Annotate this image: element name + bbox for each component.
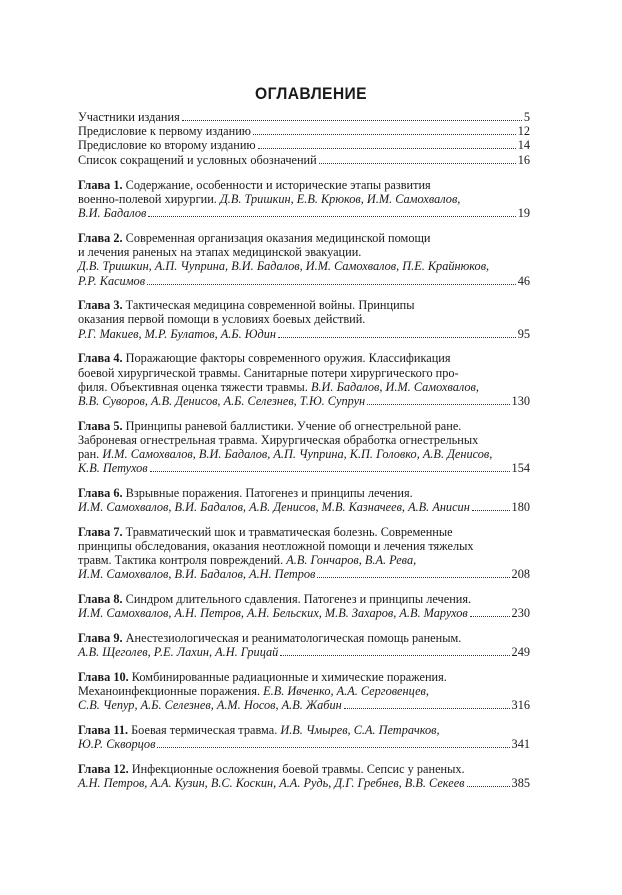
chapter-authors: К.В. Петухов — [78, 461, 148, 476]
chapter-authors: Р.Р. Касимов — [78, 273, 146, 288]
chapter-line — [78, 567, 530, 581]
chapter-label: Глава 12. — [78, 762, 129, 777]
chapter-title: Взрывные поражения. Патогенез и принципы лечения. — [122, 485, 413, 500]
chapter-title: принципы обследования, оказания неотложной помощи и лечения тяжелых — [78, 539, 474, 554]
dot-leader — [344, 708, 510, 709]
dot-leader — [280, 655, 509, 656]
dot-leader — [182, 120, 522, 121]
chapter-line — [78, 776, 530, 790]
chapter-label: Глава 11. — [78, 723, 129, 738]
chapter-line — [78, 206, 530, 220]
toc-entry-label: Участники издания — [78, 110, 180, 124]
chapter-title: Содержание, особенности и исторические этапы развития — [122, 177, 431, 192]
chapter-line — [78, 259, 530, 273]
chapter-entry[interactable] — [78, 178, 530, 221]
front-matter-list — [78, 110, 530, 167]
toc-page-number: 341 — [511, 737, 530, 752]
chapter-title: Заброневая огнестрельная травма. Хирургическая обработка огнестрельных — [78, 432, 479, 447]
dot-leader — [150, 471, 510, 472]
chapter-authors: И.М. Самохвалов, В.И. Бадалов, А.В. Денисов, М.В. Казначеев, А.В. Анисин — [78, 500, 470, 515]
chapter-title: оказания первой помощи в условиях боевых действий. — [78, 312, 366, 327]
toc-page-number: 230 — [511, 606, 530, 621]
chapter-entry[interactable] — [78, 631, 530, 659]
chapter-authors: И.М. Самохвалов, В.И. Бадалов, А.П. Чуприна, К.П. Головко, А.В. Денисов, — [102, 447, 493, 462]
chapter-line — [78, 327, 530, 341]
chapter-title: Механоинфекционные поражения. — [78, 684, 264, 699]
chapter-title: травм. Тактика контроля повреждений. — [78, 553, 287, 568]
chapter-title: Травматический шок и травматическая болезнь. Современные — [122, 524, 453, 539]
toc-entry[interactable] — [78, 110, 530, 124]
chapter-line — [78, 486, 530, 500]
chapter-line — [78, 298, 530, 312]
chapter-title: Боевая термическая травма. — [128, 723, 281, 738]
chapter-authors: С.В. Чепур, А.Б. Селезнев, А.М. Носов, А.В. Жабин — [78, 698, 342, 713]
chapter-title: Современная организация оказания медицинской помощи — [122, 230, 431, 245]
toc-page-number: 16 — [517, 152, 530, 167]
toc-entry[interactable] — [78, 138, 530, 152]
toc-page-number: 385 — [511, 776, 530, 791]
chapter-authors: А.Н. Петров, А.А. Кузин, В.С. Коскин, А.А. Рудь, Д.Г. Гребнев, В.В. Секеев — [78, 776, 465, 791]
chapter-line — [78, 592, 530, 606]
chapter-line — [78, 461, 530, 475]
chapter-authors: И.М. Самохвалов, В.И. Бадалов, А.Н. Петров — [78, 567, 316, 582]
chapter-label: Глава 10. — [78, 670, 129, 684]
toc-page-number: 46 — [517, 273, 530, 288]
page-title: ОГЛАВЛЕНИЕ — [255, 84, 367, 103]
chapter-entry[interactable] — [78, 231, 530, 288]
chapter-line — [78, 231, 530, 245]
toc-entry-label: Предисловие ко второму изданию — [78, 138, 256, 153]
chapter-line — [78, 433, 530, 447]
toc-page-number: 14 — [517, 138, 530, 153]
chapter-authors: В.И. Бадалов — [78, 206, 147, 221]
chapter-label: Глава 2. — [78, 230, 123, 245]
chapter-title: филя. Объективная оценка тяжести травмы. — [78, 379, 311, 394]
chapter-label: Глава 7. — [78, 524, 123, 539]
chapter-authors: Е.В. Ивченко, А.А. Серговенцев, — [263, 684, 429, 699]
dot-leader — [467, 786, 510, 787]
chapter-label: Глава 9. — [78, 631, 123, 646]
chapter-entry[interactable] — [78, 419, 530, 476]
toc-page-number: 154 — [511, 461, 530, 476]
toc-entry-label: Список сокращений и условных обозначений — [78, 152, 317, 167]
chapter-entry[interactable] — [78, 486, 530, 514]
chapter-label: Глава 5. — [78, 418, 123, 433]
chapter-line — [78, 606, 530, 620]
dot-leader — [472, 510, 510, 511]
chapter-line — [78, 500, 530, 514]
chapter-line — [78, 539, 530, 553]
toc-page-number: 95 — [517, 326, 530, 341]
chapter-line — [78, 274, 530, 288]
chapter-authors: Д.В. Тришкин, Е.В. Крюков, И.М. Самохвалов, — [219, 192, 461, 207]
chapter-authors: Д.В. Тришкин, А.П. Чуприна, В.И. Бадалов, И.М. Самохвалов, П.Е. Крайнюков, — [78, 259, 490, 274]
chapter-line — [78, 380, 530, 394]
chapter-entry[interactable] — [78, 298, 530, 341]
chapter-line — [78, 419, 530, 433]
dot-leader — [147, 284, 516, 285]
dot-leader — [253, 134, 516, 135]
dot-leader — [317, 577, 509, 578]
dot-leader — [157, 747, 509, 748]
toc-page-number: 130 — [511, 393, 530, 408]
chapter-title: Тактическая медицина современной войны. Принципы — [122, 298, 415, 313]
chapter-line — [78, 645, 530, 659]
table-of-contents — [78, 110, 530, 790]
chapter-authors: В.В. Суворов, А.В. Денисов, А.Б. Селезнев, Т.Ю. Супрун — [78, 393, 366, 408]
toc-page-number: 208 — [511, 567, 530, 582]
dot-leader — [148, 216, 515, 217]
chapter-entry[interactable] — [78, 670, 530, 713]
chapter-entry[interactable] — [78, 351, 530, 408]
chapter-authors: И.М. Самохвалов, А.Н. Петров, А.Н. Бельских, М.В. Захаров, А.В. Марухов — [78, 606, 468, 621]
chapter-title: Поражающие факторы современного оружия. Классификация — [122, 351, 451, 366]
chapter-line — [78, 631, 530, 645]
toc-entry[interactable] — [78, 124, 530, 138]
chapter-title: Принципы раневой баллистики. Учение об огнестрельной ране. — [122, 418, 462, 433]
dot-leader — [319, 163, 516, 164]
chapter-line — [78, 178, 530, 192]
chapter-title: и лечения раненых на этапах медицинской эвакуации. — [78, 245, 362, 260]
chapter-authors: И.В. Чмырев, С.А. Петрачков, — [280, 723, 440, 738]
chapter-line — [78, 737, 530, 751]
toc-page-number: 249 — [511, 645, 530, 660]
dot-leader — [258, 148, 516, 149]
toc-page-number: 12 — [517, 124, 530, 139]
chapter-authors: Р.Г. Макиев, М.Р. Булатов, А.Б. Юдин — [78, 326, 277, 341]
chapter-line — [78, 684, 530, 698]
toc-page-number: 5 — [523, 110, 530, 124]
chapter-title: Синдром длительного сдавления. Патогенез и принципы лечения. — [122, 592, 472, 607]
chapter-label: Глава 4. — [78, 351, 123, 366]
toc-page-number: 19 — [517, 206, 530, 221]
chapter-entry[interactable] — [78, 592, 530, 620]
chapter-list — [78, 178, 530, 791]
chapter-line — [78, 447, 530, 461]
toc-page-number: 316 — [511, 698, 530, 713]
dot-leader — [278, 337, 516, 338]
toc-page-number: 180 — [511, 500, 530, 515]
chapter-line — [78, 670, 530, 684]
chapter-label: Глава 6. — [78, 485, 123, 500]
chapter-line — [78, 698, 530, 712]
chapter-line — [78, 245, 530, 259]
chapter-authors: В.И. Бадалов, И.М. Самохвалов, — [310, 379, 479, 394]
chapter-authors: А.В. Гончаров, В.А. Рева, — [286, 553, 417, 568]
chapter-label: Глава 3. — [78, 298, 123, 313]
chapter-title: Комбинированные радиационные и химические поражения. — [128, 670, 447, 684]
chapter-line — [78, 723, 530, 737]
toc-entry[interactable] — [78, 153, 530, 167]
chapter-entry[interactable] — [78, 525, 530, 582]
toc-entry-label: Предисловие к первому изданию — [78, 124, 251, 139]
dot-leader — [367, 404, 509, 405]
chapter-entry[interactable] — [78, 762, 530, 790]
chapter-label: Глава 8. — [78, 592, 123, 607]
chapter-label: Глава 1. — [78, 177, 123, 192]
chapter-line — [78, 394, 530, 408]
chapter-authors: Ю.Р. Скворцов — [78, 737, 156, 752]
chapter-line — [78, 192, 530, 206]
chapter-title: Анестезиологическая и реаниматологическая помощь раненым. — [122, 631, 462, 646]
chapter-line — [78, 351, 530, 365]
chapter-entry[interactable] — [78, 723, 530, 751]
chapter-line — [78, 553, 530, 567]
chapter-title: боевой хирургической травмы. Санитарные потери хирургического про- — [78, 365, 459, 380]
chapter-title: ран. — [78, 447, 103, 462]
chapter-authors: А.В. Щеголев, Р.Е. Лахин, А.Н. Грицай — [78, 645, 279, 660]
chapter-line — [78, 366, 530, 380]
chapter-title: военно-полевой хирургии. — [78, 192, 220, 207]
chapter-title: Инфекционные осложнения боевой травмы. Сепсис у раненых. — [128, 762, 465, 777]
dot-leader — [470, 616, 510, 617]
chapter-line — [78, 525, 530, 539]
chapter-line — [78, 762, 530, 776]
chapter-line — [78, 312, 530, 326]
